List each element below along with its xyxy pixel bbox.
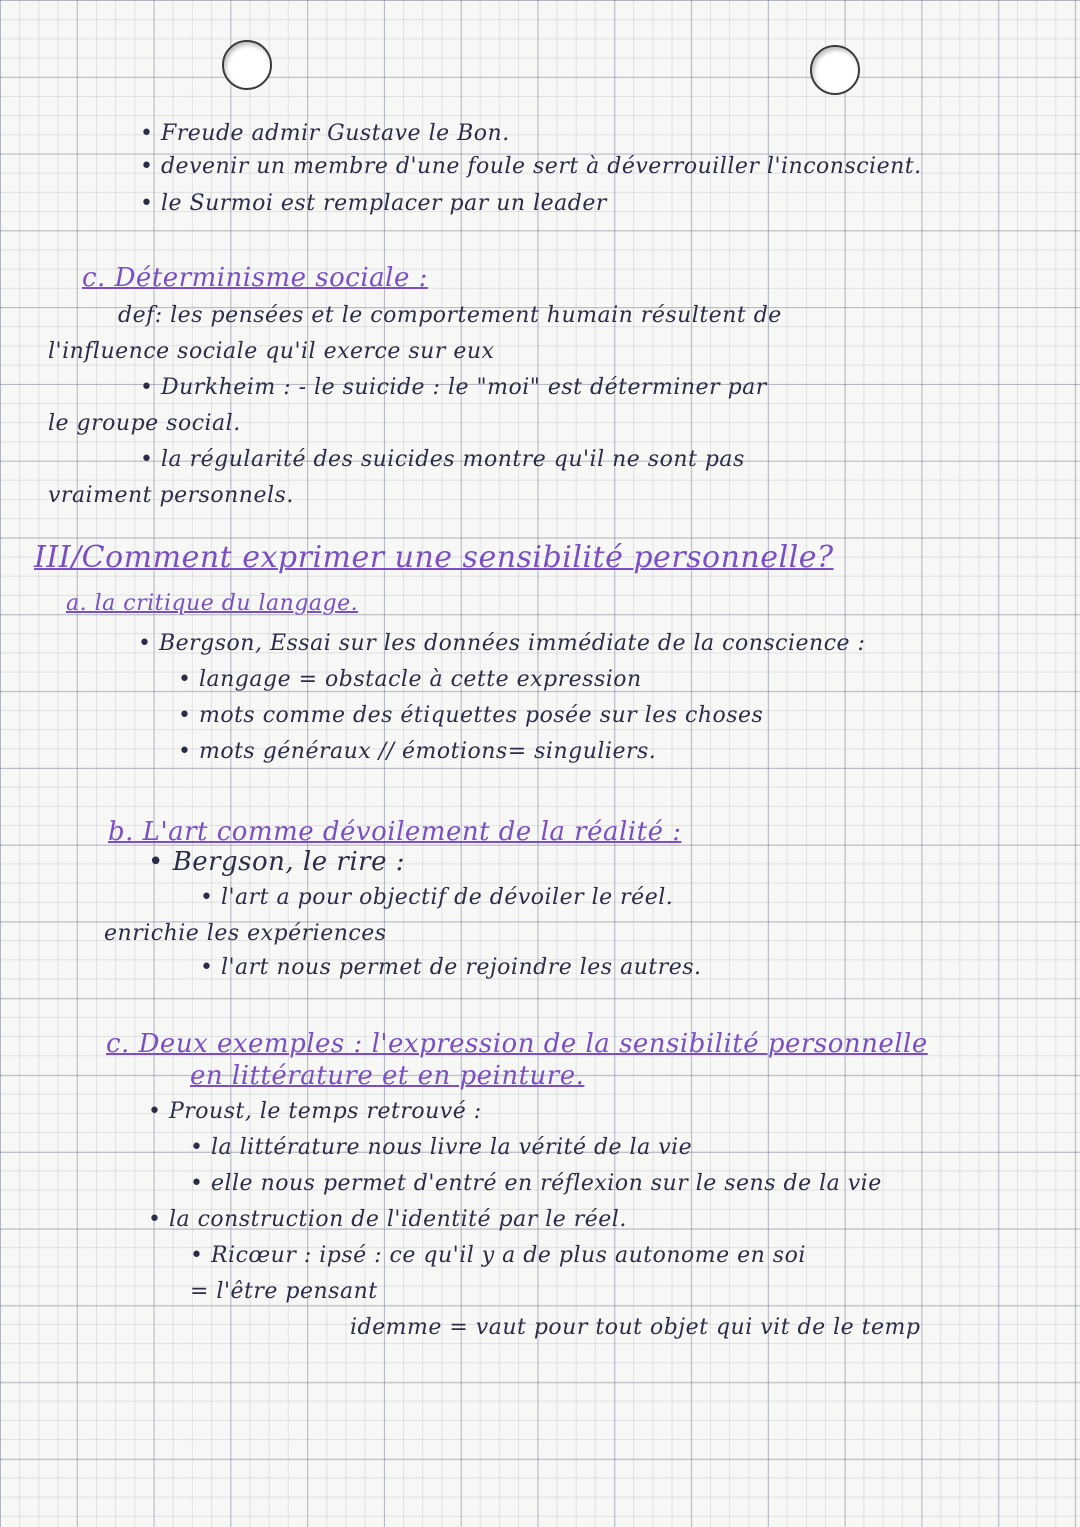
note-line: • Bergson, Essai sur les données immédiate de la conscience : [138, 631, 866, 656]
subsection-heading: c. Deux exemples : l'expression de la sensibilité personnelle [106, 1029, 928, 1059]
note-line: enrichie les expériences [104, 921, 387, 946]
note-line: • devenir un membre d'une foule sert à déverrouiller l'inconscient. [140, 154, 922, 179]
note-line: • Freude admir Gustave le Bon. [140, 121, 510, 146]
note-line: • la régularité des suicides montre qu'il ne sont pas [140, 447, 745, 472]
note-line: • mots généraux // émotions= singuliers. [178, 739, 657, 764]
note-line: vraiment personnels. [48, 483, 294, 508]
note-line: idemme = vaut pour tout objet qui vit de le temp [350, 1315, 921, 1340]
note-line: • le Surmoi est remplacer par un leader [140, 191, 607, 216]
note-line: • mots comme des étiquettes posée sur les choses [178, 703, 764, 728]
note-line: def: les pensées et le comportement humain résultent de [118, 303, 782, 328]
note-line: • langage = obstacle à cette expression [178, 667, 642, 692]
note-line: • la construction de l'identité par le réel. [148, 1207, 627, 1232]
note-line: le groupe social. [48, 411, 241, 436]
note-line: • la littérature nous livre la vérité de la vie [190, 1135, 693, 1160]
note-line: • elle nous permet d'entré en réflexion sur le sens de la vie [190, 1171, 882, 1196]
subsection-heading: a. la critique du langage. [66, 591, 359, 616]
note-line: • l'art a pour objectif de dévoiler le réel. [200, 885, 674, 910]
subsection-heading: en littérature et en peinture. [190, 1061, 585, 1091]
note-line: • Durkheim : - le suicide : le "moi" est déterminer par [140, 375, 767, 400]
punch-hole-left [222, 40, 272, 90]
note-line: • Proust, le temps retrouvé : [148, 1099, 482, 1124]
section-heading: III/Comment exprimer une sensibilité personnelle? [34, 540, 834, 575]
section-heading: c. Déterminisme sociale : [82, 263, 428, 293]
note-line: • l'art nous permet de rejoindre les autres. [200, 955, 702, 980]
note-line: • Ricœur : ipsé : ce qu'il y a de plus autonome en soi [190, 1243, 806, 1268]
note-line: l'influence sociale qu'il exerce sur eux [48, 339, 495, 364]
note-line: = l'être pensant [190, 1279, 378, 1304]
note-line: • Bergson, le rire : [148, 847, 405, 877]
subsection-heading: b. L'art comme dévoilement de la réalité : [108, 817, 682, 847]
punch-hole-right [810, 45, 860, 95]
